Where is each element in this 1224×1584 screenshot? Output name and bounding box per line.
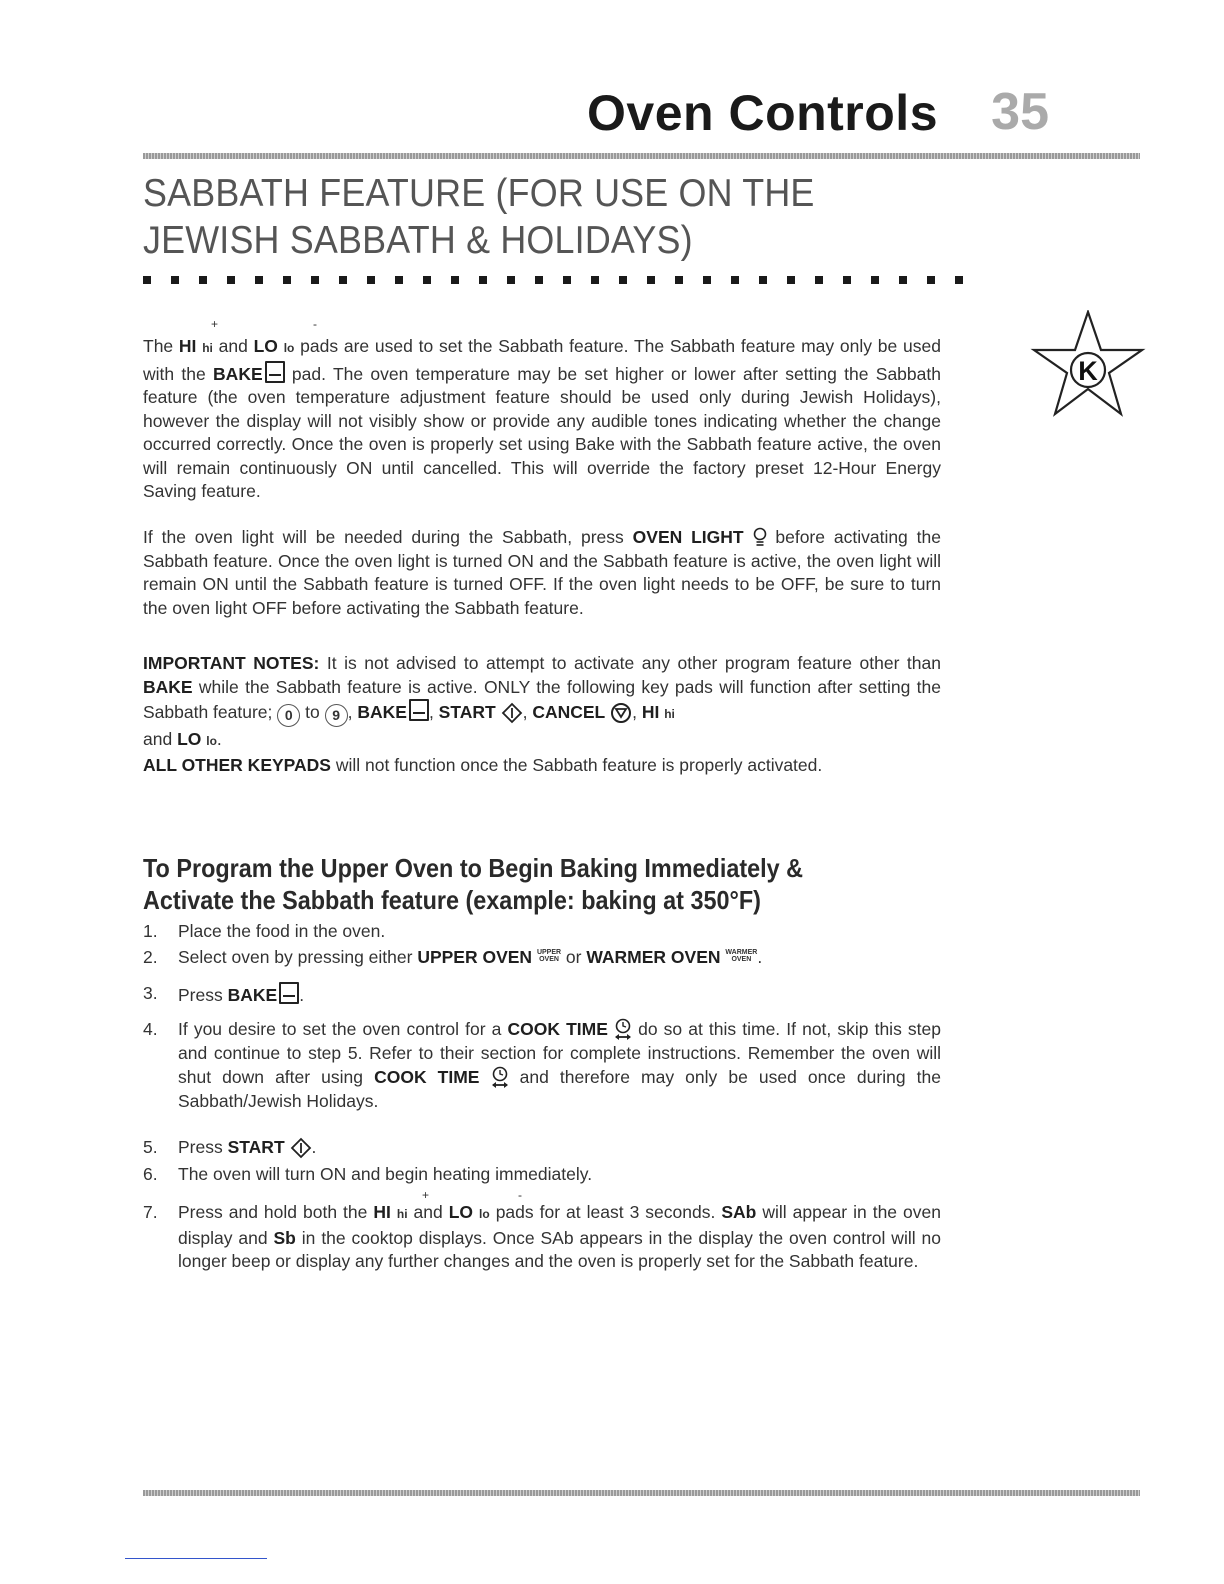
intro-paragraph: The HI hi and LO lo pads are used to set the Sabbath feature. The Sabbath feature may only be used with the BAKE pad. The oven temperature may be set higher or lower after setting the Sabbath feature (the oven temperature adjustment feature should be used only during Jewish Holidays), however the display will not visibly show or provide any audible tones indicating whether the change occurred correctly. Once the oven is properly set using Bake with the Sabbath feature active, the oven will remain continuously ON until cancelled. This will override the factory preset 12-Hour Energy Saving feature. <box>143 336 941 501</box>
important-notes: IMPORTANT NOTES: It is not advised to attempt to activate any other program feature other than BAKE while the Sabbath feature is active. ONLY the following key pads will function after setting the Sabbath feature; 0 to 9 , BAKE , START , CANCEL , HI hi and LO lo. ALL OTHER KEYPADS will not function once the Sabbath feature is properly activated. <box>143 653 941 775</box>
warmer-oven-icon: WARMER OVEN <box>725 949 758 963</box>
key-0-icon: 0 <box>277 704 300 727</box>
dotted-divider <box>143 276 963 284</box>
start-icon <box>290 1137 312 1159</box>
star-k-letter: K <box>1078 356 1098 386</box>
program-steps: 1. Place the food in the oven. 2. Select oven by pressing either UPPER OVEN UPPER OVEN or WARMER OVEN WARMER OVEN . 3. Press BAKE . 4. If you desire to set the oven control for a COOK TIME do so at this time. If not, skip this step and continue to step 5. Refer to their section for complete instructions. Remember the oven will shut down after using COOK TIME and therefore may only be used once during the Sabbath/Jewish Holidays. 5. Press START . 6. The oven will turn ON and begin heating immediately. + - 7. Press and hold both the HI hi and LO lo pads for at least 3 seconds. SAb will appear in the oven display and Sb in the cooktop displays. Once SAb appears in the display the oven control will no longer beep or display any further changes and the oven is properly set for the Sabbath feature. <box>143 921 941 1271</box>
minus-marker: - <box>518 1188 522 1202</box>
bake-icon <box>409 699 429 721</box>
header-rule <box>143 153 1140 159</box>
footer-rule <box>143 1490 1140 1496</box>
light-bulb-icon <box>753 527 767 549</box>
upper-oven-icon: UPPER OVEN <box>536 949 562 963</box>
page-number: 35 <box>991 83 1049 141</box>
minus-marker: - <box>313 317 317 331</box>
section-title: SABBATH FEATURE (FOR USE ON THE JEWISH SABBATH & HOLIDAYS) <box>143 172 815 262</box>
key-9-icon: 9 <box>325 704 348 727</box>
page-header-title: Oven Controls <box>587 85 938 141</box>
star-k-icon <box>1030 310 1146 420</box>
plus-marker: + <box>211 317 219 331</box>
bake-icon <box>265 361 285 383</box>
bake-icon <box>279 982 299 1004</box>
footer-link-underline <box>125 1558 267 1559</box>
cook-time-icon <box>491 1066 509 1090</box>
cancel-icon <box>610 702 632 724</box>
start-icon <box>501 702 523 724</box>
plus-marker: + <box>422 1188 430 1202</box>
oven-light-paragraph: If the oven light will be needed during the Sabbath, press OVEN LIGHT before activating the Sabbath feature. Once the oven light is turned ON and the Sabbath feature is active, the oven light will remain ON until the Sabbath feature is turned OFF. If the oven light needs to be OFF, be sure to turn the oven light OFF before activating the Sabbath feature. <box>143 527 941 618</box>
cook-time-icon <box>614 1018 632 1042</box>
program-subtitle: To Program the Upper Oven to Begin Baking Immediately & Activate the Sabbath feature (example: baking at 350°F) <box>143 853 804 915</box>
